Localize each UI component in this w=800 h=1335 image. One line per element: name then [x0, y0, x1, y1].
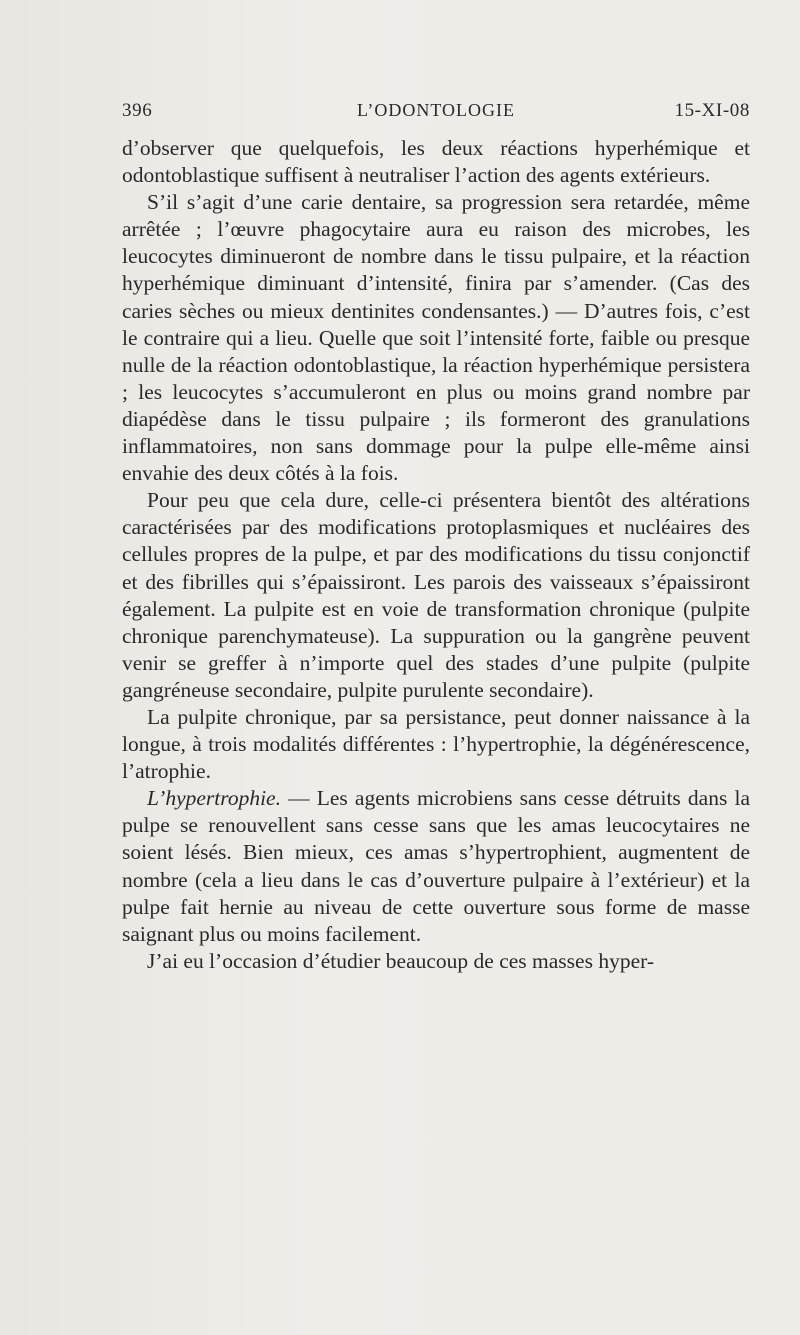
hypertrophy-paragraph: [122, 785, 750, 948]
paragraph: S’il s’agit d’une carie dentaire, sa progression sera retardée, même arrêtée ; l’œuvre phagocytaire aura eu raison des microbes, les leucocytes diminueront de nombre dans le tissu pulpaire, et la réaction hyperhémique diminuant d’intensité, finira par s’amender. (Cas des caries sèches ou mieux dentinites condensantes.) — D’autres fois, c’est le contraire qui a lieu. Quelle que soit l’intensité forte, faible ou presque nulle de la réaction odontoblastique, la réaction hyperhémique persistera ; les leucocytes s’accumuleront en plus ou moins grand nombre par diapédèse dans le tissu pulpaire ; ils formeront des granulations inflammatoires, non sans dommage pour la pulpe elle-même ainsi envahie des deux côtés à la fois.: [122, 190, 750, 486]
paragraph: J’ai eu l’occasion d’étudier beaucoup de ces masses hyper-: [147, 948, 655, 973]
paragraph: La pulpite chronique, par sa persistance, peut donner naissance à la longue, à trois modalités différentes : l’hypertrophie, la dégénérescence, l’atrophie.: [122, 704, 750, 784]
paragraph: Pour peu que cela dure, celle-ci présentera bientôt des altérations caractérisées par des modifications protoplasmiques et nucléaires des cellules propres de la pulpe, et par des modifications du tissu conjonctif et des fibrilles qui s’épaissiront. Les parois des vaisseaux s’épaissiront également. La pulpite est en voie de transformation chronique (pulpite chronique parenchymateuse). La suppuration ou la gangrène peuvent venir se greffer à n’importe quel des stades d’une pulpite (pulpite gangréneuse secondaire, pulpite purulente secondaire).: [122, 488, 750, 702]
body-text: [122, 135, 750, 975]
paragraph: d’observer que quelquefois, les deux réactions hyperhémique et odontoblastique suffisent à neutraliser l’action des agents extérieurs.: [122, 136, 750, 188]
paragraph-text: — Les agents microbiens sans cesse détruits dans la pulpe se renouvellent sans cesse sans que les amas leucocytaires ne soient lésés. Bien mieux, ces amas s’hypertrophient, augmentent de nombre (cela a lieu dans le cas d’ouverture pulpaire à l’extérieur) et la pulpe fait hernie au niveau de cette ouverture sous forme de masse saignant plus ou moins facilement.: [122, 786, 750, 946]
issue-date: 15-XI-08: [674, 100, 750, 121]
running-title: L’ODONTOLOGIE: [357, 100, 515, 120]
page-number: 396: [122, 100, 153, 121]
running-head: [122, 100, 750, 126]
section-lead: L’hypertrophie.: [147, 786, 281, 811]
